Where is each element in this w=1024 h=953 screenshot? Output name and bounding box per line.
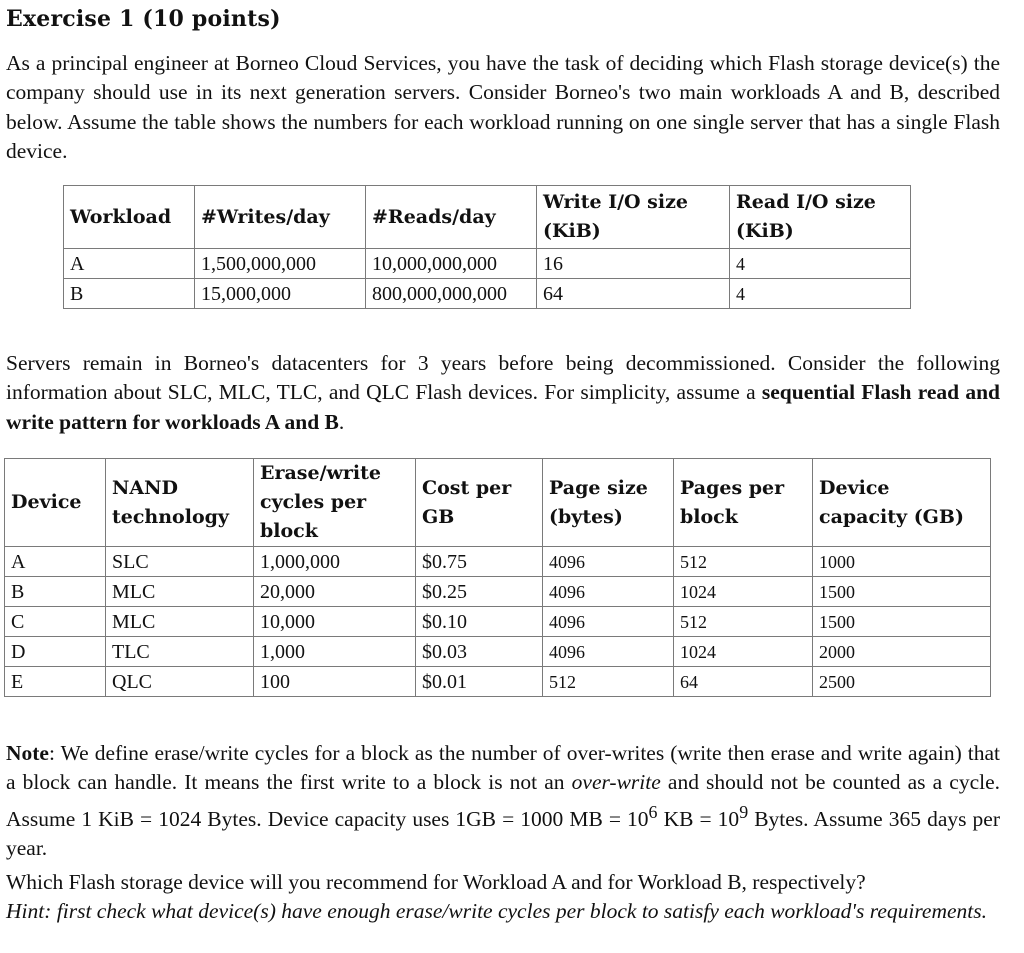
note-superscript-9: 9 (739, 801, 749, 822)
device-cell: C (5, 607, 106, 637)
pages-per-block-cell: 512 (674, 547, 813, 577)
note-superscript-6: 6 (648, 801, 658, 822)
workload-header-workload: Workload (64, 186, 195, 249)
write-io-size-cell: 64 (537, 279, 730, 309)
writes-per-day-cell: 15,000,000 (195, 279, 366, 309)
table-row (5, 547, 991, 577)
table-row (5, 637, 991, 667)
workload-table-header-row (64, 186, 911, 249)
device-header-cycles: Erase/write cycles per block (254, 459, 416, 547)
capacity-cell: 1000 (813, 547, 991, 577)
workload-table (63, 185, 911, 309)
note-paragraph (6, 739, 1000, 863)
device-header-cost: Cost per GB (416, 459, 543, 547)
nand-cell: TLC (106, 637, 254, 667)
capacity-cell: 2000 (813, 637, 991, 667)
table-row (64, 279, 911, 309)
device-cell: B (5, 577, 106, 607)
page-size-cell: 4096 (543, 577, 674, 607)
servers-text: Servers remain in Borneo's datacenters for 3 years before being decommissioned. Consider the following information about SLC, MLC, TLC, and QLC Flash devices. For simplicity, assume a (6, 351, 1000, 405)
table-row (64, 249, 911, 279)
cycles-cell: 10,000 (254, 607, 416, 637)
table-row (5, 667, 991, 697)
servers-bold-text: sequential Flash read and write pattern for workloads A and B (6, 380, 1001, 434)
note-text-2: and should not be counted as a cycle. Assume 1 KiB = 1024 Bytes. Device capacity uses 1GB = 1000 MB = 10 (6, 770, 1001, 831)
device-table (4, 458, 991, 697)
reads-per-day-cell: 800,000,000,000 (366, 279, 537, 309)
question-paragraph (6, 868, 1000, 927)
workload-header-read-io-size: Read I/O size (KiB) (730, 186, 911, 249)
device-header-page-size: Page size (bytes) (543, 459, 674, 547)
cost-cell: $0.10 (416, 607, 543, 637)
table-row (5, 607, 991, 637)
page-size-cell: 4096 (543, 637, 674, 667)
cycles-cell: 100 (254, 667, 416, 697)
write-io-size-cell: 16 (537, 249, 730, 279)
servers-paragraph (6, 349, 1000, 437)
table-row (5, 577, 991, 607)
page-size-cell: 4096 (543, 607, 674, 637)
pages-per-block-cell: 64 (674, 667, 813, 697)
nand-cell: SLC (106, 547, 254, 577)
device-cell: E (5, 667, 106, 697)
cost-cell: $0.03 (416, 637, 543, 667)
workload-cell: A (64, 249, 195, 279)
pages-per-block-cell: 1024 (674, 577, 813, 607)
intro-paragraph: As a principal engineer at Borneo Cloud Services, you have the task of deciding which Flash storage device(s) the company should use in its next generation servers. Consider Borneo's two main workloads A and B, described below. Assume the table shows the numbers for each workload running on one single server that has a single Flash device. (6, 51, 1000, 163)
cost-cell: $0.75 (416, 547, 543, 577)
servers-end: . (338, 409, 345, 434)
note-text-3: KB = 10 (663, 806, 740, 831)
read-io-size-cell: 4 (730, 279, 911, 309)
reads-per-day-cell: 10,000,000,000 (366, 249, 537, 279)
cycles-cell: 1,000 (254, 637, 416, 667)
page-size-cell: 4096 (543, 547, 674, 577)
cost-cell: $0.25 (416, 577, 543, 607)
writes-per-day-cell: 1,500,000,000 (195, 249, 366, 279)
device-header-device: Device (5, 459, 106, 547)
workload-header-reads: #Reads/day (366, 186, 537, 249)
nand-cell: QLC (106, 667, 254, 697)
cost-cell: $0.01 (416, 667, 543, 697)
device-header-pages-per-block: Pages per block (674, 459, 813, 547)
pages-per-block-cell: 512 (674, 607, 813, 637)
nand-cell: MLC (106, 577, 254, 607)
note-label: Note (6, 741, 49, 765)
hint-text: Hint: first check what device(s) have enough erase/write cycles per block to satisfy each workload's requirements. (6, 899, 988, 924)
nand-cell: MLC (106, 607, 254, 637)
page-size-cell: 512 (543, 667, 674, 697)
note-text-1: : We define erase/write cycles for a block as the number of over-writes (write then erase and write again) that a block can handle. It means the first write to a block is not an (6, 741, 1000, 795)
capacity-cell: 2500 (813, 667, 991, 697)
device-cell: A (5, 547, 106, 577)
read-io-size-cell: 4 (730, 249, 911, 279)
device-cell: D (5, 637, 106, 667)
workload-cell: B (64, 279, 195, 309)
capacity-cell: 1500 (813, 607, 991, 637)
cycles-cell: 1,000,000 (254, 547, 416, 577)
cycles-cell: 20,000 (254, 577, 416, 607)
device-table-header-row (5, 459, 991, 547)
note-text-4: Bytes. Assume 365 days per year. (6, 806, 1000, 861)
workload-header-write-io-size: Write I/O size (KiB) (537, 186, 730, 249)
device-header-nand: NAND technology (106, 459, 254, 547)
exercise-heading: Exercise 1 (10 points) (6, 6, 281, 32)
device-header-capacity: Device capacity (GB) (813, 459, 991, 547)
workload-header-writes: #Writes/day (195, 186, 366, 249)
pages-per-block-cell: 1024 (674, 637, 813, 667)
capacity-cell: 1500 (813, 577, 991, 607)
note-italic: over-write (571, 770, 661, 795)
question-text: Which Flash storage device will you recommend for Workload A and for Workload B, respectively? (6, 870, 866, 894)
